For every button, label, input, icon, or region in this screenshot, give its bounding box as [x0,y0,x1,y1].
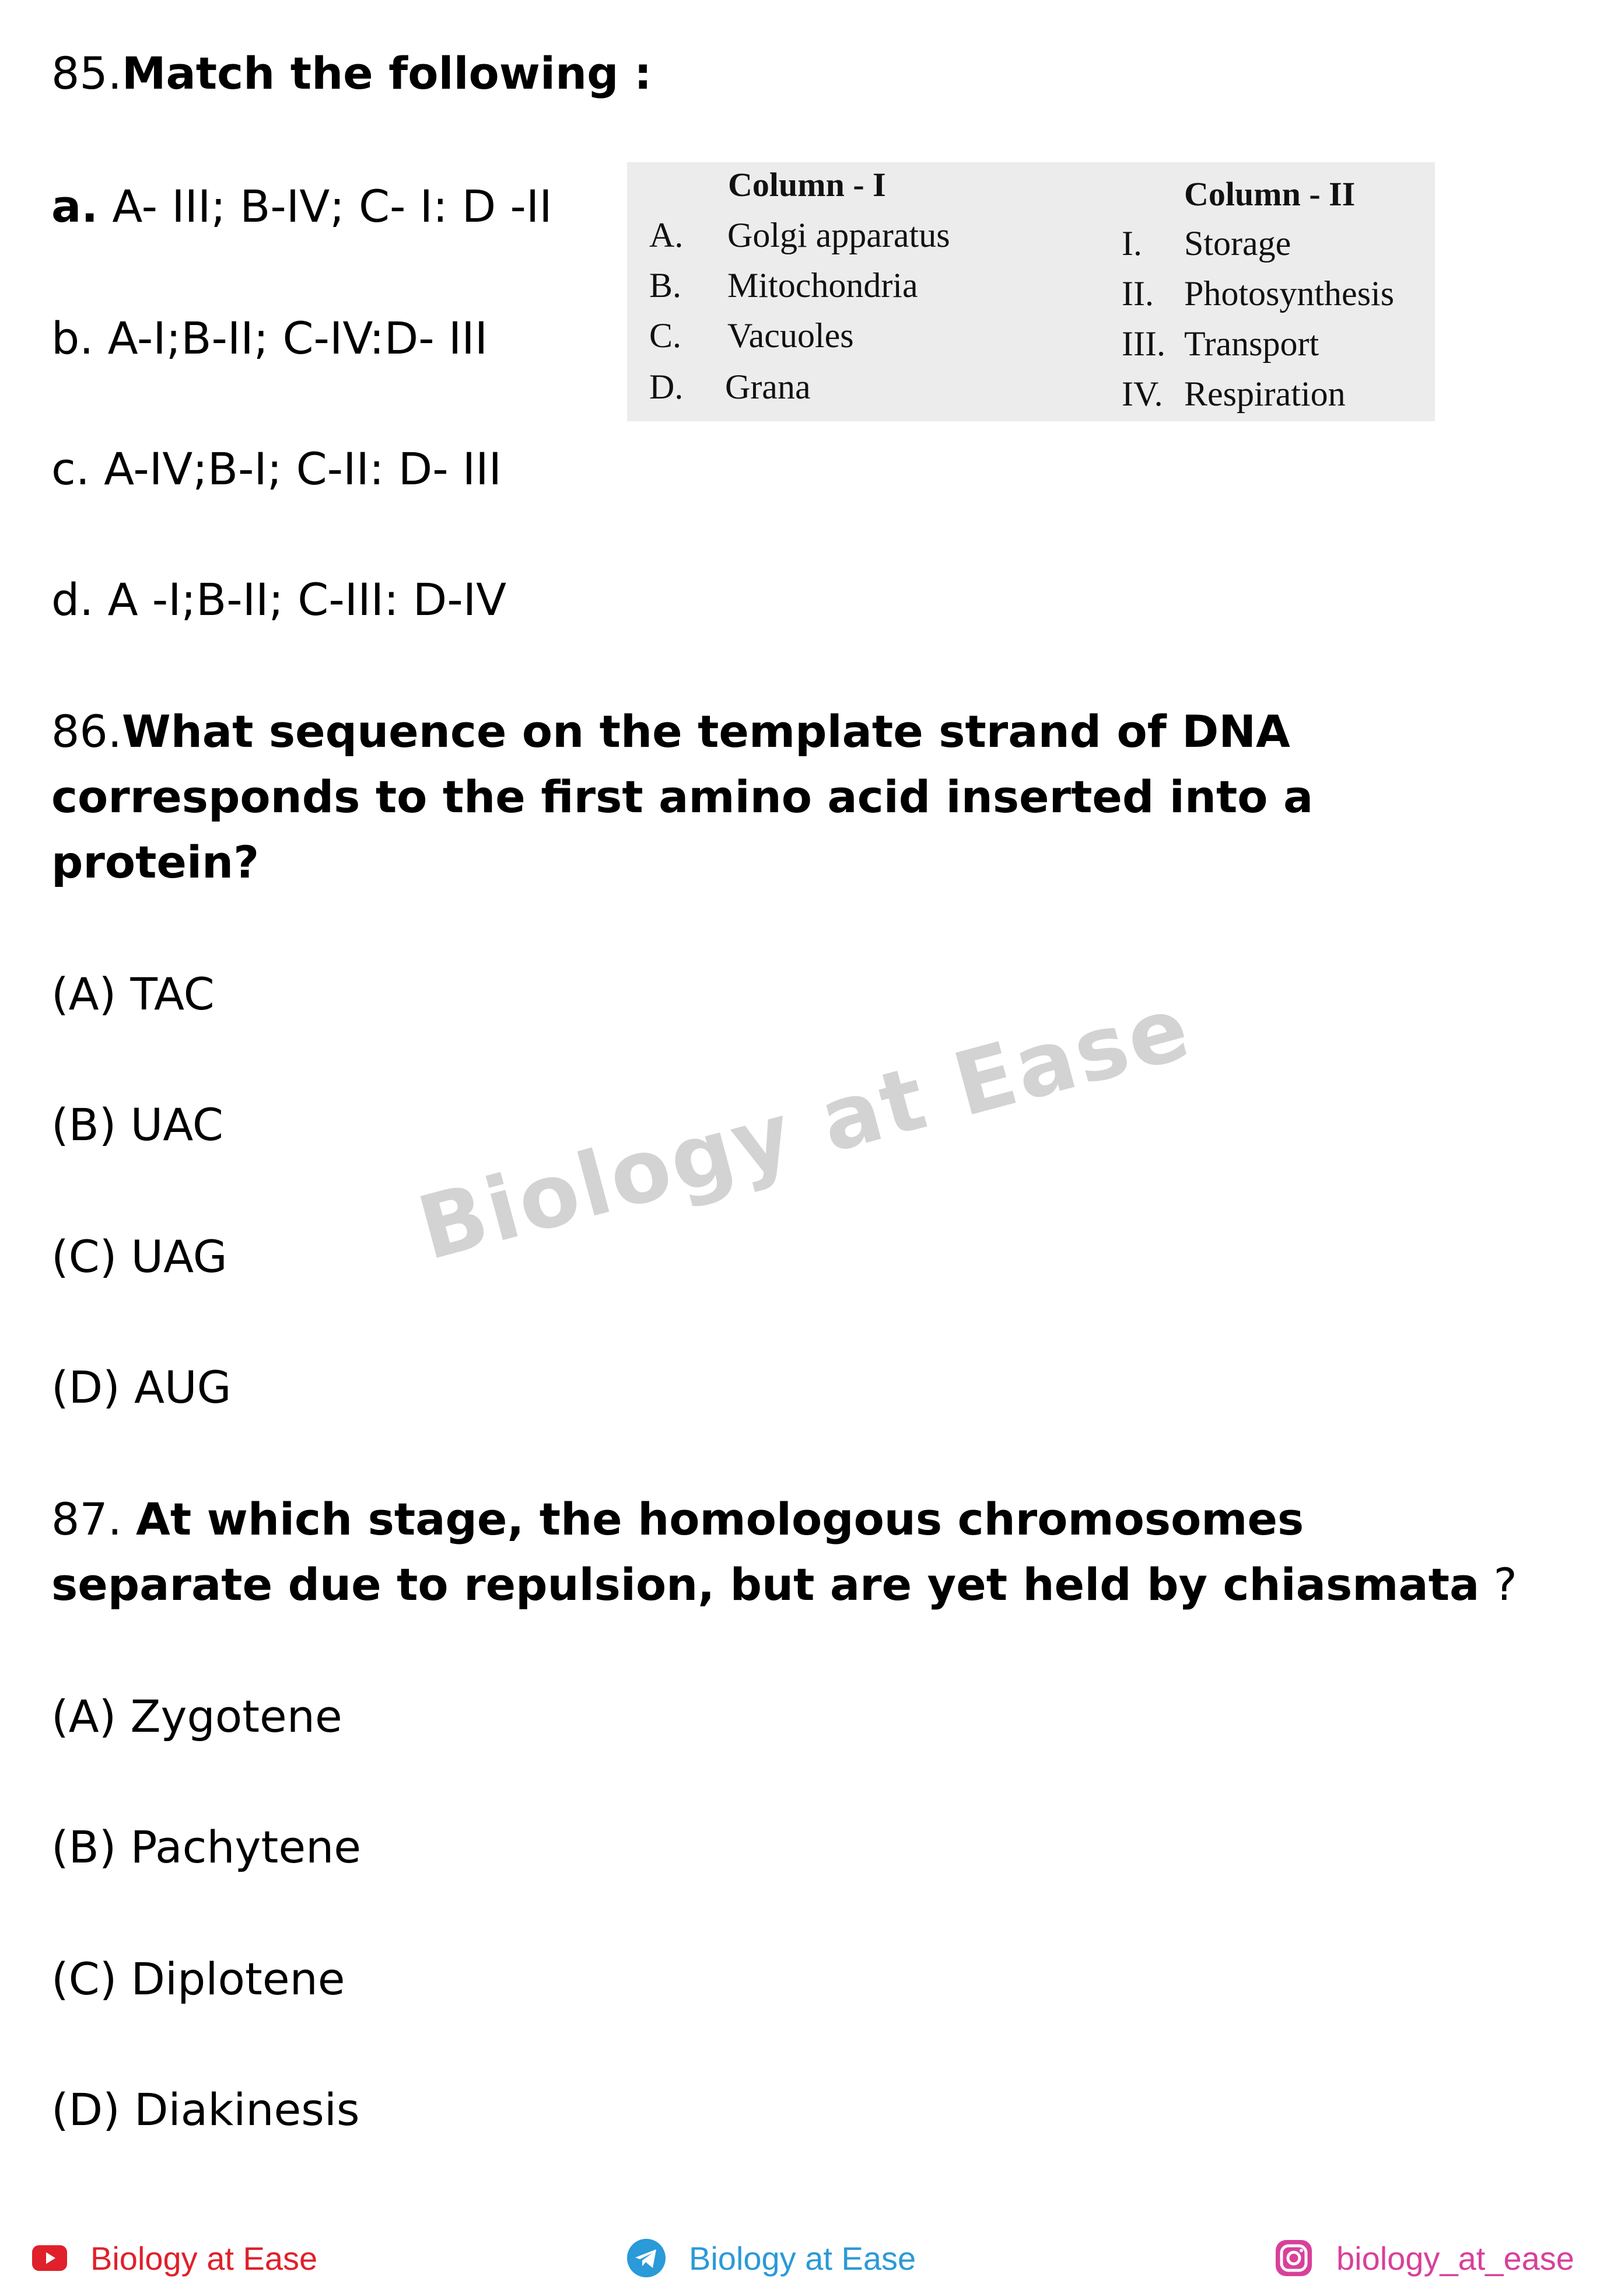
col2-key-iii: III. [1122,324,1165,363]
q85-option-c: c. A-IV;B-I; C-II: D- III [51,443,502,495]
telegram-icon [627,2239,666,2277]
col2-key-i: I. [1122,224,1142,263]
col1-key-c: C. [649,316,682,355]
q86-title-line-3: protein? [51,836,260,888]
q85-option-d: d. A -I;B-II; C-III: D-IV [51,574,507,625]
q87-option-a: (A) Zygotene [51,1690,342,1742]
q85-title [51,41,652,106]
col2-key-iv: IV. [1122,375,1163,413]
q87-number: 87. [51,1493,136,1545]
col1-value-b: Mitochondria [727,266,918,305]
q86-option-b: (B) UAC [51,1099,223,1151]
footer-instagram[interactable] [1275,2235,1574,2281]
column-1-header: Column - I [728,166,886,204]
col2-value-iv: Respiration [1184,375,1346,413]
q86-option-a: (A) TAC [51,968,215,1020]
q87-title-line-1: 87. At which stage, the homologous chromosomes [51,1493,1304,1545]
q86-option-d: (D) AUG [51,1361,232,1413]
youtube-icon [32,2245,67,2271]
q85-text: Match the following : [121,47,652,99]
watermark: Biology at Ease [408,976,1202,1280]
instagram-label: biology_at_ease [1336,2239,1574,2277]
footer-youtube[interactable] [32,2235,317,2281]
col2-value-i: Storage [1184,224,1291,263]
col2-value-ii: Photosynthesis [1184,274,1395,313]
q85-option-a: a. A- III; B-IV; C- I: D -II [51,180,552,232]
q86-title-line-2: corresponds to the first amino acid inserted into a [51,771,1314,823]
footer-telegram[interactable] [627,2235,916,2281]
instagram-icon [1275,2239,1313,2277]
q87-title-line-2: separate due to repulsion, but are yet held by chiasmata ? [51,1558,1517,1610]
q87-option-c: (C) Diplotene [51,1953,345,2005]
q87-option-d: (D) Diakinesis [51,2084,360,2136]
q86-number: 86. [51,705,122,757]
q86-title-line-1: 86.What sequence on the template strand of DNA [51,705,1290,757]
q86-option-c: (C) UAG [51,1231,227,1282]
col2-value-iii: Transport [1184,324,1319,363]
telegram-label: Biology at Ease [689,2239,916,2277]
col1-value-c: Vacuoles [727,316,854,355]
q85-number: 85. [51,47,122,99]
match-table [627,162,1435,421]
col1-key-a: A. [649,216,684,254]
col1-value-a: Golgi apparatus [727,216,950,254]
youtube-label: Biology at Ease [90,2239,318,2277]
col1-value-d: Grana [725,368,811,406]
column-2-header: Column - II [1184,175,1356,213]
col1-key-d: D. [649,368,684,406]
q87-option-b: (B) Pachytene [51,1821,361,1873]
col1-key-b: B. [649,266,682,305]
q85-option-b: b. A-I;B-II; C-IV:D- III [51,312,488,364]
col2-key-ii: II. [1122,274,1154,313]
